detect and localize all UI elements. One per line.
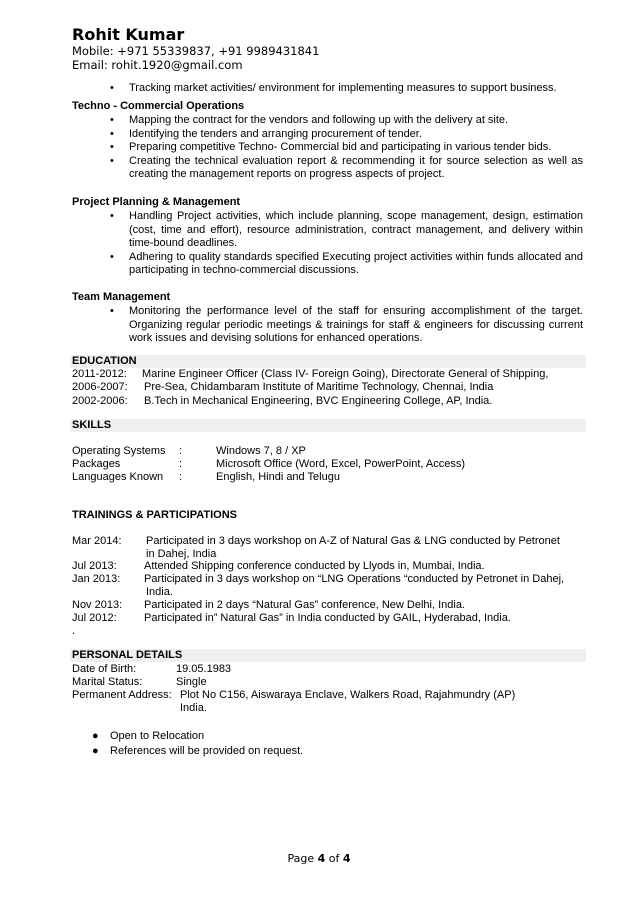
skills-bar [70,419,586,432]
project-heading: Project Planning & Management [72,196,241,208]
training-row: Nov 2013: Participated in 2 days “Natural Gas” conference, New Delhi, India. [72,599,465,611]
skills-heading: SKILLS [72,419,112,431]
team-list [105,305,583,346]
education-row: 2006-2007: Pre-Sea, Chidambaram Institute of Maritime Technology, Chennai, India [72,381,494,393]
skills-row: Packages : Microsoft Office (Word, Excel, PowerPoint, Access) [72,458,466,470]
list-item: • Tracking market activities/ environment for implementing measures to support business. [110,82,557,94]
extras-list [92,729,303,759]
address-row: Permanent Address: Plot No C156, Aiswaraya Enclave, Walkers Road, Rajahmundry (AP) [72,689,516,701]
training-row: Jul 2013: Attended Shipping conference conducted by Llyods in, Mumbai, India. [72,560,485,572]
training-row: Mar 2014: Participated in 3 days workshop on A-Z of Natural Gas & LNG conducted by Petronet [72,535,560,547]
list-item: ● Open to Relocation [92,730,205,742]
list-item: • Adhering to quality standards specified Executing project activities within funds allocated and participating in techno-commercial discussions. [110,250,583,276]
mobile-line: Mobile: +971 55339837, +91 9989431841 [72,44,320,58]
personal-bar [70,649,586,662]
personal-heading: PERSONAL DETAILS [72,649,183,661]
education-row: 2002-2006: B.Tech in Mechanical Engineering, BVC Engineering College, AP, India. [72,395,493,407]
skills-row: Operating Systems : Windows 7, 8 / XP [72,445,306,457]
trainings-heading: TRAININGS & PARTICIPATIONS [72,509,237,521]
project-list [105,210,583,278]
skills-row: Languages Known : English, Hindi and Telugu [72,471,340,483]
email-line: Email: rohit.1920@gmail.com [72,58,243,72]
list-item: • Monitoring the performance level of the staff for ensuring accomplishment of the target. Organizing regular periodic meetings & trainings for staff & engineers for discussing current work issues and devising solutions for enhanced operations. [110,305,583,344]
candidate-name: Rohit Kumar [72,25,185,44]
education-row: 2011-2012: Marine Engineer Officer (Class IV- Foreign Going), Directorate General of Shipping, [72,368,549,380]
list-item: • Handling Project activities, which include planning, scope management, design, estimation (cost, time and effort), resource administration, contract management, and delivery within time-bound deadlines. [110,210,583,249]
list-item: ● References will be provided on request. [92,745,304,757]
page-footer: Page 4 of 4 [287,852,351,865]
top-bullet-list [105,82,583,96]
marital-row: Marital Status: Single [72,676,207,688]
team-heading: Team Management [72,291,171,303]
techno-heading: Techno - Commercial Operations [72,100,245,112]
trailing-dot: . [72,625,76,637]
education-heading: EDUCATION [72,355,137,367]
training-row: Jul 2012: Participated in” Natural Gas” in India conducted by GAIL, Hyderabad, India. [72,612,511,624]
education-bar [70,355,586,368]
techno-list [105,114,583,182]
training-row: Jan 2013: Participated in 3 days workshop on “LNG Operations “conducted by Petronet in Dahej, [72,573,565,585]
resume-page: Rohit Kumar Mobile: +971 55339837, +91 9989431841 Email: rohit.1920@gmail.com • Tracking market activities/ environment for implementing measures to support business. Techno - Commercial Operations • Mapping the contract for the vendors and following up with the delivery at site. • Identifying the tenders and arranging procurement of tender. • Preparing competitive Techno- Commercial bid and participating in various tender bids. • Creating the technical evaluation report & recommending it for source selection as well as creating the management reports on progress aspects of project. Project Planning & Management • Handling Project activities, which include planning, scope management, design, estimation (cost, time and effort), resource administration, contract management, and delivery within time-bound deadlines. • Adhering to quality standards specified Executing project activities within funds allocated and participating in techno-commercial discussions. Team Management • Monitoring the performance level of the staff for ensuring accomplishment of the target. Organizing regular periodic meetings & trainings for staff & engineers for discussing current work issues and devising solutions for enhanced operations. EDUCATION 2011-2012: Marine Engineer Officer (Class IV- Foreign Going), Directorate General of Shipping, 2006-2007: Pre-Sea, Chidambaram Institute of Maritime Technology, Chennai, India 2002-2006: B.Tech in Mechanical Engineering, BVC Engineering College, AP, India. SKILLS Operating Systems : Windows 7, 8 / XP Packages : Microsoft Office (Word, Excel, PowerPoint, Access) Languages Known : English, Hindi and Telugu TRAININGS & PARTICIPATIONS Mar 2014: Participated in 3 days workshop on A-Z of Natural Gas & LNG conducted by Petronet in Dahej, India Jul 2013: Attended Shipping conference conducted by Llyods in, Mumbai, India. Jan 2013: Participated in 3 days workshop on “LNG Operations “conducted by Petronet in Dahej, India. Nov 2013: Participated in 2 days “Natural Gas” conference, New Delhi, India. Jul 2012: Participated in” Natural Gas” in India conducted by GAIL, Hyderabad, India. . PERSONAL DETAILS Date of Birth: 19.05.1983 Marital Status: Single Permanent Address: Plot No C156, Aiswaraya Enclave, Walkers Road, Rajahmundry (AP) India. ● Open to Relocation ● References will be provided on request. Page 4 of 4 [0,0,638,902]
dob-row: Date of Birth: 19.05.1983 [72,663,232,675]
list-item: • Identifying the tenders and arranging procurement of tender. [110,127,422,140]
list-item: • Preparing competitive Techno- Commercial bid and participating in various tender bids. [110,141,552,153]
list-item: • Mapping the contract for the vendors and following up with the delivery at site. [110,114,509,126]
list-item: • Creating the technical evaluation report & recommending it for source selection as well as creating the management reports on progress aspects of project. [110,154,583,180]
